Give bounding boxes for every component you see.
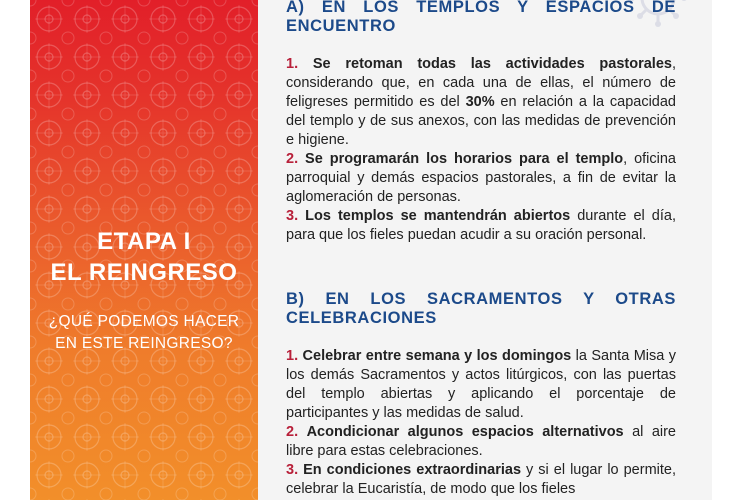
main-panel [258,0,712,500]
stage-sidebar [30,0,258,500]
item-text: al aire libre para estas celebraciones. [286,424,677,459]
item-text: y si el lugar lo permite, celebrar la Eucaristía, de modo que los fieles [286,462,676,497]
item-number: 2. [286,151,299,167]
item-text: durante el día, para que los fieles puedan acudir a su oración personal. [286,208,676,243]
item-bold-text: Celebrar entre semana y los domingos [302,348,572,364]
item-number: 3. [286,462,299,478]
list-item [286,150,676,207]
item-text: , oficina parroquial y demás espacios pastorales, a fin de evitar la aglomeración de personas. [286,151,676,205]
section-a-heading: A) EN LOS TEMPLOS Y ESPACIOS DE ENCUENTRO [286,0,676,35]
item-number: 1. [286,56,299,72]
item-number: 1. [286,348,299,364]
list-item [286,207,676,245]
stage-title-line1: ETAPA I [97,228,191,255]
stage-title-line2: EL REINGRESO [50,259,238,286]
item-text: , considerando que, en cada una de ellas, el número de feligreses permitido es del [286,56,676,110]
item-number: 3. [286,208,299,224]
item-number: 2. [286,424,299,440]
list-item [286,55,676,150]
item-bold-text: Se retoman todas las actividades pastorales [312,56,672,72]
item-bold-text: En condiciones extraordinarias [303,462,522,478]
stage-question-line2: EN ESTE REINGRESO? [55,335,233,352]
item-bold-percent: 30% [465,94,495,110]
item-text: en relación a la capacidad del templo y de sus anexos, con las medidas de prevención e higiene. [286,94,676,148]
list-item [286,461,676,499]
item-bold-text: Acondicionar algunos espacios alternativos [306,424,624,440]
section-b-heading: B) EN LOS SACRAMENTOS Y OTRAS CELEBRACIONES [286,290,676,327]
section-b-list [286,347,676,499]
item-text: la Santa Misa y los demás Sacramentos y actos litúrgicos, con las puertas del templo abiertas y aplicando el porcentaje de participantes y las medidas de salud. [286,348,676,421]
list-item [286,423,676,461]
content-column [286,0,676,499]
section-a-list [286,55,676,245]
item-bold-text: Se programarán los horarios para el templo [305,151,624,167]
stage-title [30,226,258,288]
list-item [286,347,676,423]
stage-question-line1: ¿QUÉ PODEMOS HACER [48,313,240,330]
item-bold-text: Los templos se mantendrán abiertos [305,208,571,224]
stage-question [30,311,258,355]
